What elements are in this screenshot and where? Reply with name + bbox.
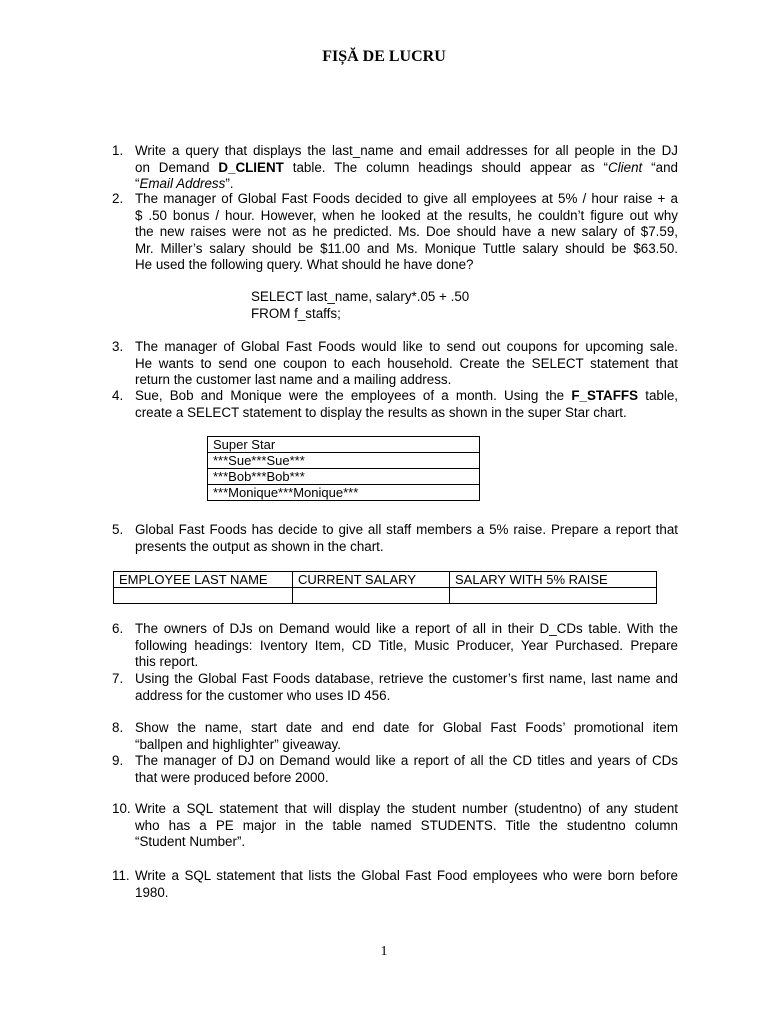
question-text-line: Global Fast Foods has decide to give all staff members a 5% raise. Prepare a report that [135, 522, 678, 537]
question-text-line: that were produced before 2000. [135, 769, 329, 785]
column-heading-italic: Client [608, 159, 643, 175]
page-title: FIȘĂ DE LUCRU [322, 48, 446, 65]
question-9 [112, 753, 678, 786]
question-text-line: on Demand D_CLIENT table. The column headings should appear as “Client “and [135, 159, 678, 175]
question-7 [112, 671, 678, 704]
question-text-line: Write a query that displays the last_name and email addresses for all people in the DJ [135, 143, 678, 158]
table-cell [293, 588, 450, 604]
table-name-bold: F_STAFFS [571, 388, 639, 403]
question-text-line: The manager of Global Fast Foods decided to give all employees at 5% / hour raise + a [135, 191, 678, 206]
question-text-line: “Student Number”. [135, 834, 246, 849]
salary-table [113, 571, 657, 604]
question-number: 3. [112, 339, 124, 354]
table-row [208, 453, 480, 469]
table-header-cell: SALARY WITH 5% RAISE [450, 572, 657, 588]
question-6 [112, 621, 678, 671]
question-text-line: Show the name, start date and end date for Global Fast Foods’ promotional item [135, 720, 678, 735]
page-number: 1 [380, 944, 388, 959]
question-10 [112, 801, 678, 851]
super-star-table [207, 436, 480, 501]
question-text-line: The owners of DJs on Demand would like a report of all in their D_CDs table. With the [135, 621, 678, 636]
question-text-line: this report. [135, 654, 199, 669]
table-row [114, 588, 657, 604]
question-text-line: return the customer last name and a mailing address. [135, 372, 452, 387]
table-header-cell: EMPLOYEE LAST NAME [114, 572, 293, 588]
question-text-line: create a SELECT statement to display the results as shown in the super Star chart. [135, 404, 627, 420]
question-text-line: Write a SQL statement that will display the student number (studentno) of any student [135, 801, 678, 816]
question-text-line: “ballpen and highlighter” giveaway. [135, 736, 341, 752]
question-text-line: the new raises were not as he predicted. Ms. Doe should have a new salary of $7.59, [135, 224, 678, 239]
sql-code-block [251, 289, 469, 322]
question-number: 10. [112, 801, 131, 816]
question-text-line: $ .50 bonus / hour. However, when he looked at the results, he couldn’t figure out why [135, 207, 678, 223]
question-number: 9. [112, 753, 124, 768]
table-row [208, 485, 480, 501]
question-number: 8. [112, 720, 124, 735]
table-header-cell: CURRENT SALARY [293, 572, 450, 588]
question-5 [112, 522, 678, 555]
table-row [208, 437, 480, 453]
table-cell [450, 588, 657, 604]
question-number: 1. [112, 143, 124, 158]
column-heading-italic: Email Address [139, 176, 226, 191]
table-cell: Super Star [208, 437, 480, 453]
question-text-line: Mr. Miller’s salary should be $11.00 and Ms. Monique Tuttle salary should be $63.50. [135, 240, 678, 256]
table-cell: ***Bob***Bob*** [208, 469, 480, 485]
question-text-line: The manager of DJ on Demand would like a report of all the CD titles and years of CDs [135, 753, 678, 768]
question-2 [112, 191, 678, 274]
question-number: 2. [112, 191, 124, 206]
question-text-line: following headings: Iventory Item, CD Title, Music Producer, Year Purchased. Prepare [135, 637, 678, 653]
question-text-line: “Email Address”. [135, 176, 234, 191]
question-11 [112, 868, 678, 901]
question-text-line: Using the Global Fast Foods database, retrieve the customer’s first name, last name and [135, 671, 678, 686]
question-8 [112, 720, 678, 753]
question-text-line: He used the following query. What should he have done? [135, 257, 474, 272]
question-1 [112, 143, 678, 193]
question-number: 4. [112, 388, 124, 403]
question-text-line: Write a SQL statement that lists the Global Fast Food employees who were born before [135, 868, 678, 883]
question-text-line: presents the output as shown in the chart. [135, 538, 384, 554]
table-cell: ***Sue***Sue*** [208, 453, 480, 469]
question-number: 7. [112, 671, 124, 686]
question-text-line: address for the customer who uses ID 456. [135, 687, 391, 703]
table-cell [114, 588, 293, 604]
question-number: 5. [112, 522, 124, 537]
question-text-line: He wants to send one coupon to each household. Create the SELECT statement that [135, 355, 678, 371]
table-row [208, 469, 480, 485]
sql-code-line: FROM f_staffs; [251, 305, 341, 321]
question-text-line: who has a PE major in the table named STUDENTS. Title the studentno column [135, 817, 678, 833]
question-number: 6. [112, 621, 124, 636]
table-name-bold: D_CLIENT [218, 159, 284, 175]
sql-code-line: SELECT last_name, salary*.05 + .50 [251, 289, 470, 304]
question-number: 11. [112, 868, 130, 883]
question-text-line: 1980. [135, 884, 169, 900]
question-text-line: Sue, Bob and Monique were the employees of a month. Using the F_STAFFS table, [135, 388, 678, 403]
table-cell: ***Monique***Monique*** [208, 485, 480, 501]
table-header-row [114, 572, 657, 588]
question-4 [112, 388, 678, 421]
question-3 [112, 339, 678, 389]
question-text-line: The manager of Global Fast Foods would like to send out coupons for upcoming sale. [135, 339, 678, 354]
